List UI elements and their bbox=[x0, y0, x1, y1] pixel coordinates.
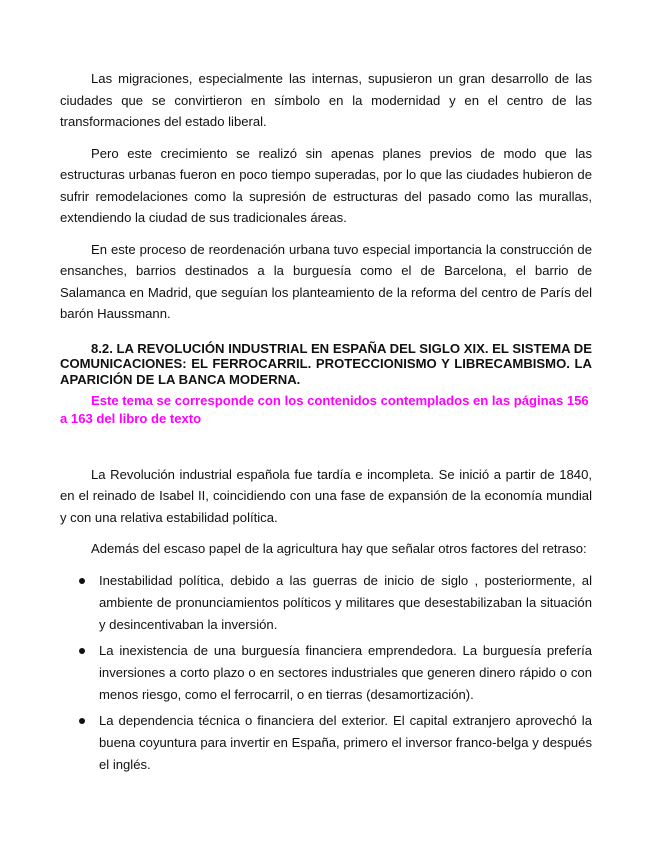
bullet-icon bbox=[79, 718, 85, 724]
list-item-text: La inexistencia de una burguesía financiera emprendedora. La burguesía prefería inversiones a corto plazo o en sectores industriales que generen dinero rápido o con menos riesgo, como el ferrocarril, o en tierras (desamortización). bbox=[99, 642, 592, 702]
factors-list bbox=[60, 570, 592, 776]
list-item-text: La dependencia técnica o financiera del exterior. El capital extranjero aprovechó la buena coyuntura para invertir en España, primero el inversor franco-belga y después el inglés. bbox=[99, 712, 592, 772]
paragraph-revolucion: La Revolución industrial española fue tardía e incompleta. Se inició a partir de 1840, en el reinado de Isabel II, coincidiendo con una fase de expansión de la economía mundial y con una relativa estabilidad política. bbox=[60, 466, 592, 525]
textbook-note: Este tema se corresponde con los contenidos contemplados en las páginas 156 a 163 del libro de texto bbox=[60, 392, 589, 426]
spacer bbox=[60, 428, 592, 464]
list-item-text: Inestabilidad política, debido a las guerras de inicio de siglo , posteriormente, al ambiente de pronunciamientos políticos y militares que desestabilizaban la situación y desincentivaban la inversión. bbox=[99, 572, 592, 632]
list-item bbox=[60, 640, 592, 706]
paragraph-migraciones: Las migraciones, especialmente las internas, supusieron un gran desarrollo de las ciudades que se convirtieron en símbolo en la modernidad y en el centro de las transformaciones del estado liberal. bbox=[60, 71, 592, 129]
bullet-icon bbox=[79, 648, 85, 654]
list-item bbox=[60, 710, 592, 776]
list-item bbox=[60, 570, 592, 636]
paragraph-crecimiento: Pero este crecimiento se realizó sin apenas planes previos de modo que las estructuras urbanas fueron en poco tiempo superadas, por lo que las ciudades hubieron de sufrir remodelaciones como la supresión de estructuras del pasado como las murallas, extendiendo la ciudad de sus tradicionales áreas. bbox=[60, 145, 592, 225]
document-page bbox=[60, 68, 592, 780]
section-heading: 8.2. LA REVOLUCIÓN INDUSTRIAL EN ESPAÑA DEL SIGLO XIX. EL SISTEMA DE COMUNICACIONES: EL FERROCARRIL. PROTECCIONISMO Y LIBRECAMBISMO. LA APARICIÓN DE LA BANCA MODERNA. bbox=[60, 340, 592, 388]
paragraph-factores: Además del escaso papel de la agricultura hay que señalar otros factores del retraso: bbox=[91, 541, 587, 557]
paragraph-ensanches: En este proceso de reordenación urbana tuvo especial importancia la construcción de ensanches, barrios destinados a la burguesía como el de Barcelona, el barrio de Salamanca en Madrid, que seguían los planteamiento de la reforma del centro de París del barón Haussmann. bbox=[60, 241, 592, 321]
bullet-icon bbox=[79, 578, 85, 584]
